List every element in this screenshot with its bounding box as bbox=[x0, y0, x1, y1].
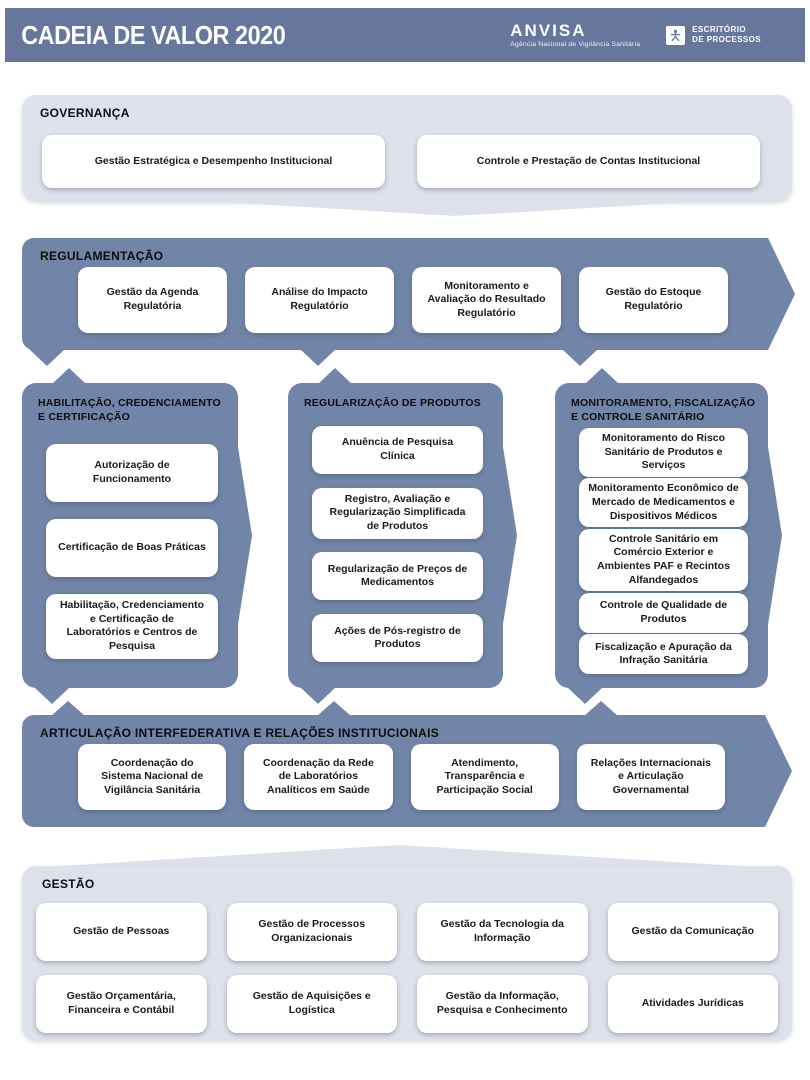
section-articulacao bbox=[22, 715, 765, 827]
process-box: Gestão de Aquisições e Logística bbox=[227, 975, 398, 1033]
articulacao-boxes bbox=[78, 744, 725, 810]
process-box: Coordenação do Sistema Nacional de Vigilância Sanitária bbox=[78, 744, 226, 810]
section-gestao bbox=[22, 866, 792, 1040]
process-box: Anuência de Pesquisa Clínica bbox=[312, 426, 483, 474]
monitoramento-boxes bbox=[555, 424, 768, 688]
arrow-bulge-right bbox=[502, 441, 517, 631]
process-box: Controle Sanitário em Comércio Exterior e Ambientes PAF e Recintos Alfandegados bbox=[579, 529, 748, 592]
connector-up bbox=[51, 701, 85, 716]
process-box: Controle e Prestação de Contas Institucional bbox=[417, 135, 760, 188]
section-title-governanca: GOVERNANÇA bbox=[40, 106, 130, 120]
page-title: CADEIA DE VALOR 2020 bbox=[21, 19, 286, 50]
header-bar bbox=[5, 8, 805, 62]
arrow-tip-right bbox=[768, 238, 795, 350]
process-box: Regularização de Preços de Medicamentos bbox=[312, 552, 483, 600]
section-regularizacao bbox=[288, 383, 503, 688]
section-title-gestao: GESTÃO bbox=[42, 877, 95, 891]
connector-up bbox=[317, 701, 351, 716]
process-box: Gestão da Informação, Pesquisa e Conhecimento bbox=[417, 975, 588, 1033]
connector-up bbox=[318, 368, 352, 384]
process-box: Gestão Estratégica e Desempenho Institucional bbox=[42, 135, 385, 188]
escritorio-processos-label: ESCRITÓRIO DE PROCESSOS bbox=[692, 25, 761, 44]
process-box: Ações de Pós-registro de Produtos bbox=[312, 614, 483, 662]
section-title-regularizacao: REGULARIZAÇÃO DE PRODUTOS bbox=[304, 397, 481, 409]
anvisa-logo bbox=[510, 22, 640, 48]
gestao-boxes-row1 bbox=[36, 903, 778, 961]
gestao-boxes-row2 bbox=[36, 975, 778, 1033]
anvisa-tagline: Agência Nacional de Vigilância Sanitária bbox=[510, 41, 641, 48]
process-box: Monitoramento Econômico de Mercado de Medicamentos e Dispositivos Médicos bbox=[579, 478, 748, 527]
process-box: Gestão de Pessoas bbox=[36, 903, 207, 961]
header-logos bbox=[510, 22, 805, 48]
process-box: Gestão da Comunicação bbox=[608, 903, 779, 961]
section-title-articulacao: ARTICULAÇÃO INTERFEDERATIVA E RELAÇÕES INSTITUCIONAIS bbox=[40, 726, 440, 740]
connector-down bbox=[562, 349, 598, 366]
section-governanca bbox=[22, 95, 792, 201]
gestao-connector-up bbox=[42, 845, 756, 867]
process-box: Gestão do Estoque Regulatório bbox=[579, 267, 728, 333]
process-box: Fiscalização e Apuração da Infração Sanitária bbox=[579, 634, 748, 674]
process-box: Autorização de Funcionamento bbox=[46, 444, 218, 502]
connector-down bbox=[34, 687, 70, 704]
escritorio-processos-icon bbox=[666, 26, 685, 45]
arrow-tip-right bbox=[765, 715, 792, 827]
section-title-regulamentacao: REGULAMENTAÇÃO bbox=[40, 249, 164, 263]
process-box: Registro, Avaliação e Regularização Simplificada de Produtos bbox=[312, 488, 483, 539]
connector-down bbox=[300, 349, 336, 366]
process-box: Gestão da Agenda Regulatória bbox=[78, 267, 227, 333]
connector-up bbox=[52, 368, 86, 384]
section-regulamentacao bbox=[22, 238, 768, 350]
habilitacao-boxes bbox=[22, 424, 238, 688]
process-box: Análise do Impacto Regulatório bbox=[245, 267, 394, 333]
process-box: Atividades Jurídicas bbox=[608, 975, 779, 1033]
regulamentacao-boxes bbox=[78, 267, 728, 333]
process-box: Monitoramento e Avaliação do Resultado Regulatório bbox=[412, 267, 561, 333]
process-box: Relações Internacionais e Articulação Governamental bbox=[577, 744, 725, 810]
process-box: Controle de Qualidade de Produtos bbox=[579, 593, 748, 633]
arrow-bulge-right bbox=[237, 441, 252, 631]
process-box: Gestão da Tecnologia da Informação bbox=[417, 903, 588, 961]
regularizacao-boxes bbox=[288, 410, 503, 688]
process-box: Coordenação da Rede de Laboratórios Analíticos em Saúde bbox=[244, 744, 392, 810]
arrow-bulge-right bbox=[767, 441, 782, 631]
process-box: Habilitação, Credenciamento e Certificação de Laboratórios e Centros de Pesquisa bbox=[46, 594, 218, 659]
section-title-habilitacao: HABILITAÇÃO, CREDENCIAMENTO E CERTIFICAÇÃO bbox=[38, 397, 221, 424]
governanca-connector-down bbox=[170, 199, 740, 216]
process-box: Gestão Orçamentária, Financeira e Contábil bbox=[36, 975, 207, 1033]
escritorio-processos-logo bbox=[666, 25, 761, 45]
connector-up bbox=[584, 701, 618, 716]
process-box: Atendimento, Transparência e Participação Social bbox=[411, 744, 559, 810]
process-box: Certificação de Boas Práticas bbox=[46, 519, 218, 577]
connector-down bbox=[567, 687, 603, 704]
connector-down bbox=[300, 687, 336, 704]
governanca-boxes bbox=[42, 135, 760, 188]
section-monitoramento bbox=[555, 383, 768, 688]
process-box: Monitoramento do Risco Sanitário de Produtos e Serviços bbox=[579, 428, 748, 477]
process-box: Gestão de Processos Organizacionais bbox=[227, 903, 398, 961]
connector-down bbox=[29, 349, 65, 366]
section-title-monitoramento: MONITORAMENTO, FISCALIZAÇÃO E CONTROLE SANITÁRIO bbox=[571, 397, 756, 424]
anvisa-wordmark: ANVISA bbox=[510, 21, 587, 40]
section-habilitacao bbox=[22, 383, 238, 688]
connector-up bbox=[585, 368, 619, 384]
